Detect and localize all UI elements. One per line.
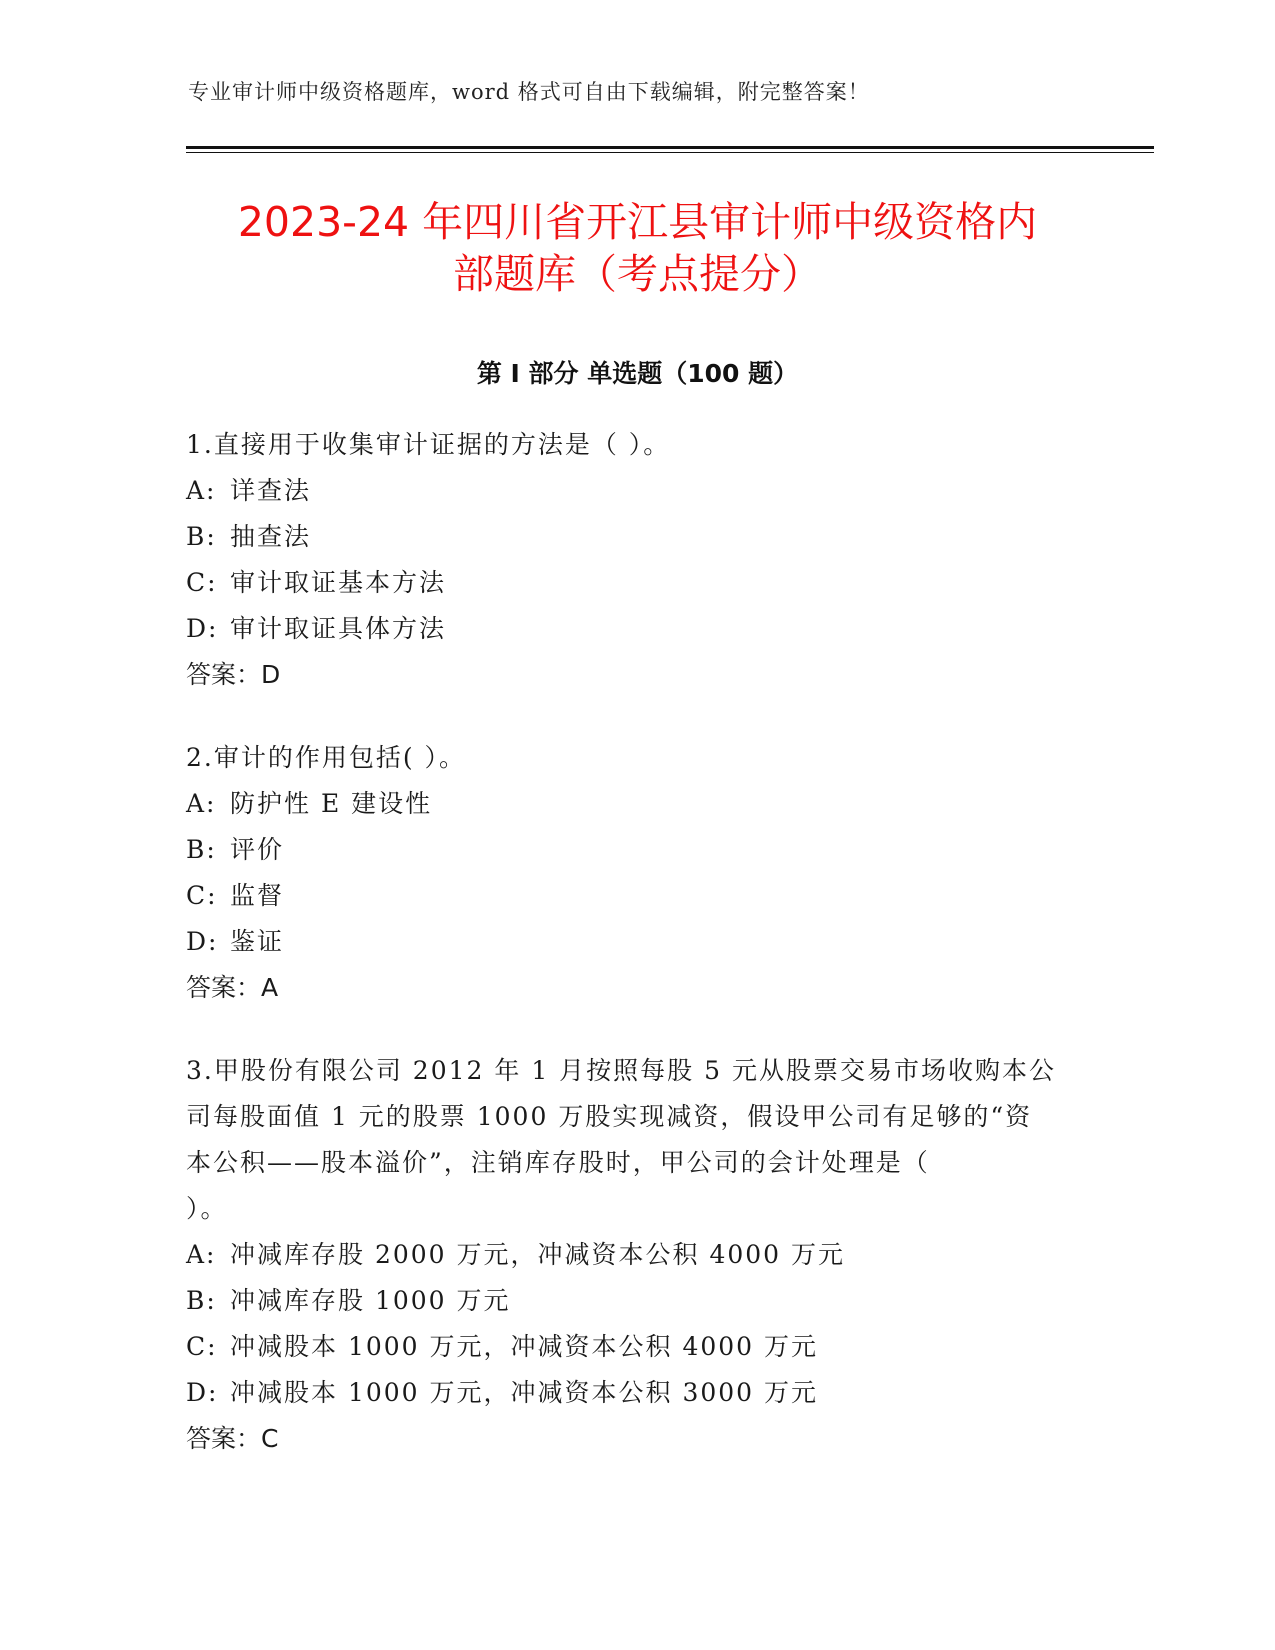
option-d bbox=[186, 1370, 1086, 1416]
option-c bbox=[186, 873, 1086, 919]
question-stem: 1.直接用于收集审计证据的方法是（ ）。 bbox=[186, 430, 671, 459]
header-note: 专业审计师中级资格题库，word 格式可自由下载编辑，附完整答案！ bbox=[188, 80, 870, 104]
option-c bbox=[186, 1324, 1086, 1370]
option-key: D: bbox=[186, 1378, 219, 1407]
option-key: B: bbox=[186, 522, 217, 551]
answer: 答案：C bbox=[186, 1424, 279, 1453]
question-stem-line: ）。 bbox=[186, 1194, 228, 1223]
option-text: 冲减股本 1000 万元，冲减资本公积 3000 万元 bbox=[230, 1378, 819, 1407]
question-stem: 2.审计的作用包括( ）。 bbox=[186, 743, 467, 772]
option-key: B: bbox=[186, 1286, 217, 1315]
option-text: 审计取证基本方法 bbox=[230, 568, 447, 597]
header-divider-thick bbox=[186, 146, 1154, 149]
option-text: 审计取证具体方法 bbox=[230, 614, 447, 643]
header-divider-thin bbox=[186, 152, 1154, 153]
option-key: B: bbox=[186, 835, 217, 864]
document-title-line1: 2023-24 年四川省开江县审计师中级资格内 bbox=[237, 198, 1038, 246]
document-title-line2: 部题库（考点提分） bbox=[453, 250, 822, 298]
option-key: C: bbox=[186, 568, 218, 597]
answer: 答案：A bbox=[186, 973, 279, 1002]
option-key: A: bbox=[186, 476, 217, 505]
option-text: 监督 bbox=[230, 881, 285, 910]
option-key: C: bbox=[186, 881, 218, 910]
option-b bbox=[186, 514, 1086, 560]
question-stem-line: 本公积——股本溢价”，注销库存股时，甲公司的会计处理是（ bbox=[186, 1148, 930, 1177]
option-a bbox=[186, 468, 1086, 514]
option-key: D: bbox=[186, 927, 219, 956]
option-text: 详查法 bbox=[230, 476, 312, 505]
document-title bbox=[186, 196, 1089, 300]
option-key: C: bbox=[186, 1332, 218, 1361]
option-d bbox=[186, 919, 1086, 965]
option-c bbox=[186, 560, 1086, 606]
option-text: 评价 bbox=[230, 835, 285, 864]
option-text: 防护性 E 建设性 bbox=[230, 789, 433, 818]
option-d bbox=[186, 606, 1086, 652]
option-text: 冲减股本 1000 万元，冲减资本公积 4000 万元 bbox=[230, 1332, 819, 1361]
question-1 bbox=[186, 422, 1086, 698]
question-2 bbox=[186, 735, 1086, 1011]
option-text: 抽查法 bbox=[230, 522, 312, 551]
option-key: A: bbox=[186, 1240, 217, 1269]
option-text: 冲减库存股 1000 万元 bbox=[230, 1286, 511, 1315]
option-a bbox=[186, 1232, 1086, 1278]
question-3 bbox=[186, 1048, 1086, 1462]
option-text: 冲减库存股 2000 万元，冲减资本公积 4000 万元 bbox=[230, 1240, 846, 1269]
option-key: D: bbox=[186, 614, 219, 643]
option-a bbox=[186, 781, 1086, 827]
option-text: 鉴证 bbox=[230, 927, 285, 956]
option-b bbox=[186, 1278, 1086, 1324]
section-title: 第 I 部分 单选题（100 题） bbox=[476, 359, 799, 388]
option-b bbox=[186, 827, 1086, 873]
question-stem-line: 司每股面值 1 元的股票 1000 万股实现减资，假设甲公司有足够的“资 bbox=[186, 1102, 1033, 1131]
option-key: A: bbox=[186, 789, 217, 818]
question-stem-line: 3.甲股份有限公司 2012 年 1 月按照每股 5 元从股票交易市场收购本公 bbox=[186, 1056, 1056, 1085]
answer: 答案：D bbox=[186, 660, 281, 689]
